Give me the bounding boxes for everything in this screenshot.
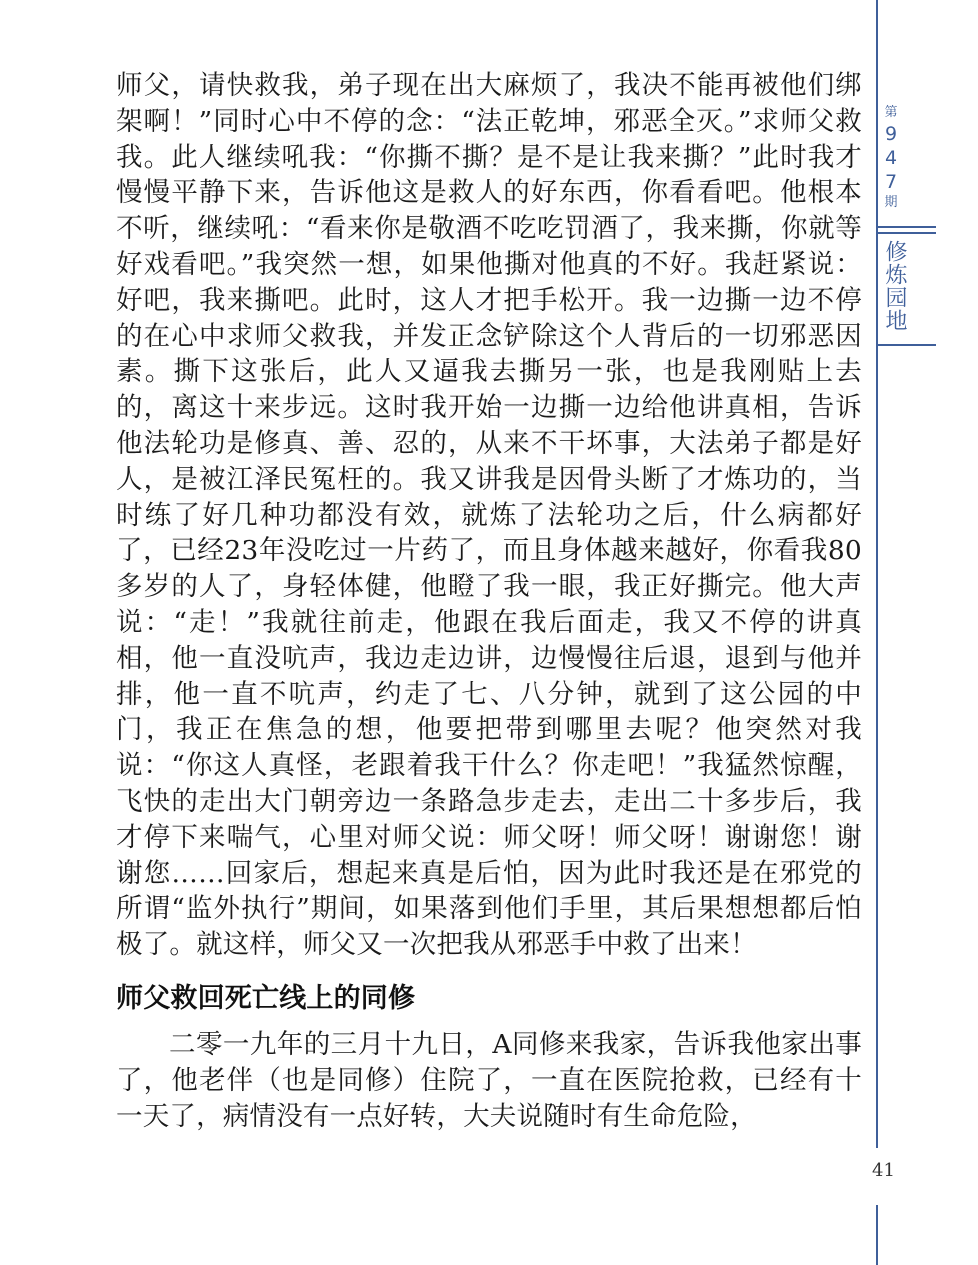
paragraph-1: 师父，请快救我，弟子现在出大麻烦了，我决不能再被他们绑架啊！”同时心中不停的念：“法正乾坤，邪恶全灭。”求师父救我。此人继续吼我：“你撕不撕？是不是让我来撕？”此时我才慢慢平静下来，告诉他这是救人的好东西，你看看吧。他根本不听，继续吼：“看来你是敬酒不吃吃罚酒了，我来撕，你就等好戏看吧。”我突然一想，如果他撕对他真的不好。我赶紧说：好吧，我来撕吧。此时，这人才把手松开。我一边撕一边不停的在心中求师父救我，并发正念铲除这个人背后的一切邪恶因素。撕下这张后，此人又逼我去撕另一张，也是我刚贴上去的，离这十来步远。这时我开始一边撕一边给他讲真相，告诉他法轮功是修真、善、忍的，从来不干坏事，大法弟子都是好人，是被江泽民冤枉的。我又讲我是因骨头断了才炼功的，当时练了好几种功都没有效，就炼了法轮功之后，什么病都好了，已经23年没吃过一片药了，而且身体越来越好，你看我80多岁的人了，身轻体健，他瞪了我一眼，我正好撕完。他大声说：“走！”我就往前走，他跟在我后面走，我又不停的讲真相，他一直没吭声，我边走边讲，边慢慢往后退，退到与他并排，他一直不吭声，约走了七、八分钟，就到了这公园的中门，我正在焦急的想，他要把带到哪里去呢？他突然对我说：“你这人真怪，老跟着我干什么？你走吧！”我猛然惊醒，飞快的走出大门朝旁边一条路急步走去，走出二十多步后，我才停下来喘气，心里对师父说：师父呀！师父呀！谢谢您！谢谢您……回家后，想起来真是后怕，因为此时我还是在邪党的所谓“监外执行”期间，如果落到他们手里，其后果想想都后怕极了。就这样，师父又一次把我从邪恶手中救了出来！ <box>116 70 862 961</box>
paragraph-2: 二零一九年的三月十九日，A同修来我家，告诉我他家出事了，他老伴（也是同修）住院了，一直在医院抢救，已经有十一天了，病情没有一点好转，大夫说随时有生命危险， <box>116 1028 862 1132</box>
page-number: 41 <box>872 1160 895 1181</box>
issue-suffix: 期 <box>884 195 898 210</box>
article-body <box>116 68 862 1134</box>
issue-digit-1: 9 <box>884 123 898 145</box>
issue-label <box>878 104 904 212</box>
margin-divider-top-2 <box>876 232 936 234</box>
issue-prefix: 第 <box>884 105 898 120</box>
margin-divider-top <box>876 226 936 228</box>
section-heading: 师父救回死亡线上的同修 <box>116 982 416 1014</box>
margin-vertical-rule-bottom <box>876 1205 878 1265</box>
issue-digit-3: 7 <box>884 171 898 193</box>
margin-divider-bottom <box>876 344 936 346</box>
column-title: 修炼园地 <box>882 240 907 332</box>
issue-digit-2: 4 <box>884 147 898 169</box>
